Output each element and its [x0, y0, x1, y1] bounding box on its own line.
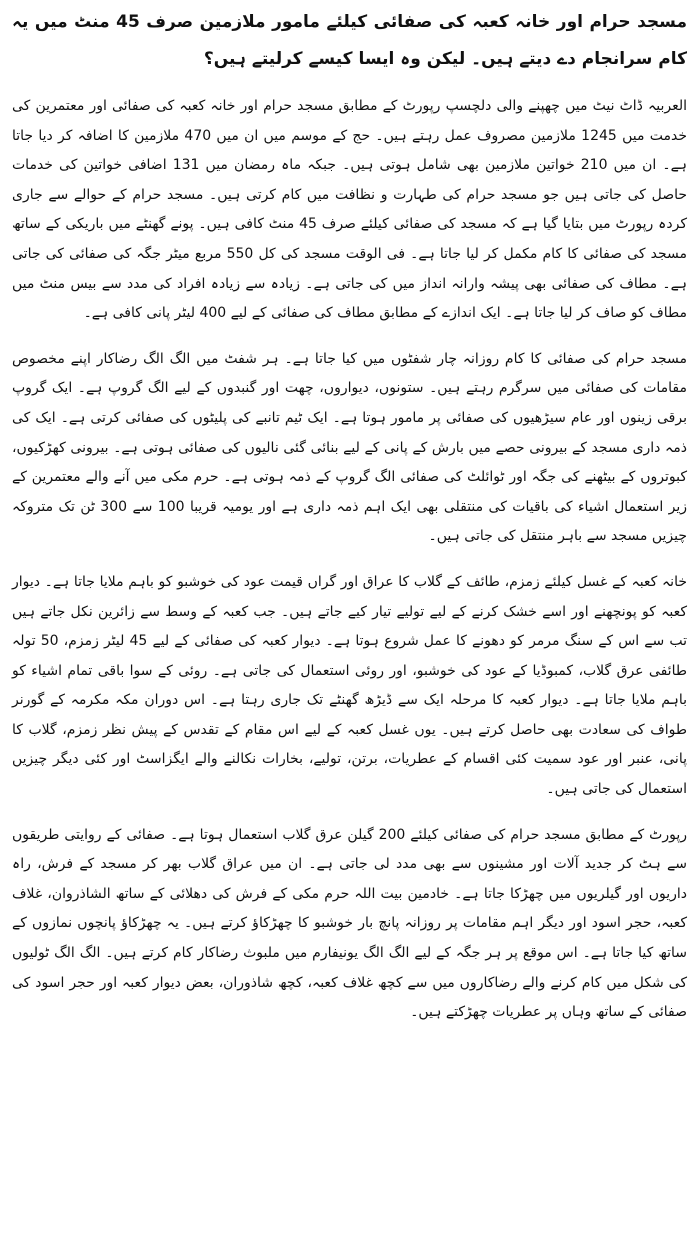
- article-headline: مسجد حرام اور خانہ کعبہ کی صفائی کیلئے مامور ملازمین صرف 45 منٹ میں یہ کام سرانجام دے دیتے ہیں۔ لیکن وہ ایسا کیسے کرلیتے ہیں؟: [12, 12, 687, 69]
- article-paragraph-1: العربیہ ڈاٹ نیٹ میں چھپنے والی دلچسپ رپورٹ کے مطابق مسجد حرام اور خانہ کعبہ کی صفائی اور معتمرین کی خدمت میں 1245 ملازمین مصروف عمل رہتے ہیں۔ حج کے موسم میں ان میں 470 ملازمین کا اضافہ کر دیا جاتا ہے۔ ان میں 210 خواتین ملازمین بھی شامل ہوتی ہیں۔ جبکہ ماہ رمضان میں 131 اضافی خواتین کی خدمات حاصل کی جاتی ہیں جو مسجد حرام کی طہارت و نظافت میں کام کرتی ہیں۔ مسجد حرام کے حوالے سے جاری کردہ رپورٹ میں بتایا گیا ہے کہ مسجد کی صفائی کیلئے صرف 45 منٹ کافی ہیں۔ پونے گھنٹے میں باریکی کے ساتھ مسجد کی صفائی کا کام مکمل کر لیا جاتا ہے۔ فی الوقت مسجد کی کل 550 مربع میٹر جگہ کی صفائی کی جاتی ہے۔ مطاف کی صفائی بھی پیشہ وارانہ انداز میں کی جاتی ہے۔ زیادہ سے زیادہ افراد کی مدد سے بیس منٹ میں مطاف کو صاف کر لیا جاتا ہے۔ ایک اندازے کے مطابق مطاف کی صفائی کے لیے 400 لیٹر پانی کافی ہے۔: [12, 98, 688, 322]
- article-paragraph-3: خانہ کعبہ کے غسل کیلئے زمزم، طائف کے گلاب کا عراق اور گراں قیمت عود کی خوشبو کو باہم ملایا جاتا ہے۔ دیوار کعبہ کو پونچھنے اور اسے خشک کرنے کے لیے تولیے تیار کیے جاتے ہیں۔ جب کعبہ کے وسط سے زائرین نکل جاتے ہیں تب سے اس کے سنگ مرمر کو دھونے کا عمل شروع ہوتا ہے۔ دیوار کعبہ کی صفائی کے لیے 45 لیٹر زمزم، 50 تولہ طائفی عرق گلاب، کمبوڈیا کے عود کی خوشبو، اور روئی استعمال کی جاتی ہے۔ روئی کے سوا باقی تمام اشیاء کو باہم ملایا جاتا ہے۔ دیوار کعبہ کا مرحلہ ایک سے ڈیڑھ گھنٹے تک جاری رہتا ہے۔ اس دوران مکہ مکرمہ کے گورنر طواف کی سعادت بھی حاصل کرتے ہیں۔ یوں غسل کعبہ کے لیے اس مقام کے تقدس کے پیش نظر زمزم، گلاب کا پانی، عنبر اور عود سمیت کئی اقسام کے عطریات، برتن، تولیے، بخارات نکالنے والے ایگزاسٹ اور کئی دیگر چیزیں استعمال کی جاتی ہیں۔: [12, 573, 687, 798]
- article-paragraph-2: مسجد حرام کی صفائی کا کام روزانہ چار شفٹوں میں کیا جاتا ہے۔ ہر شفٹ میں الگ الگ رضاکار اپنے مخصوص مقامات کی صفائی میں سرگرم رہتے ہیں۔ ستونوں، دیواروں، چھت اور گنبدوں کے لیے الگ گروپ ہے۔ ایک گروپ برقی زینوں اور عام سیڑھیوں کی صفائی پر مامور ہوتا ہے۔ ایک ٹیم تانبے کی پلیٹوں کی صفائی کرتی ہے۔ ایک کی ذمہ داری مسجد کے بیرونی حصے میں بارش کے پانی کے لیے بنائی گئی نالیوں کی صفائی ہوتی ہے۔ بیرونی کھڑکیوں، کبوتروں کے بیٹھنے کی جگہ اور ٹوائلٹ کی صفائی الگ گروپ کے ذمہ ہوتی ہے۔ حرم مکی میں آنے والے معتمرین کے زیر استعمال اشیاء کی باقیات کی منتقلی بھی ایک اہم ذمہ داری ہے اور یومیہ قریبا 100 سے 300 ٹن تک متروکہ چیزیں مسجد سے باہر منتقل کی جاتی ہیں۔: [12, 350, 688, 545]
- article-paragraph-4: رپورٹ کے مطابق مسجد حرام کی صفائی کیلئے 200 گیلن عرق گلاب استعمال ہوتا ہے۔ صفائی کے روایتی طریقوں سے ہٹ کر جدید آلات اور مشینوں سے بھی مدد لی جاتی ہے۔ ان میں عراق گلاب بھر کر مسجد کے فرش، راہ داریوں اور گیلریوں میں چھڑکا جاتا ہے۔ خادمین بیت اللہ حرم مکی کے فرش کی دھلائی کے ساتھ الشاذروان، غلاف کعبہ، حجر اسود اور دیگر اہم مقامات پر روزانہ پانچ بار خوشبو کا چھڑکاؤ کرتے ہیں۔ یہ چھڑکاؤ پانچوں نمازوں کے ساتھ کیا جاتا ہے۔ اس موقع پر ہر جگہ کے لیے الگ الگ یونیفارم میں ملبوث رضاکار کام کرتے ہیں۔ الگ الگ ٹولیوں کی شکل میں کام کرنے والے رضاکاروں میں سے کچھ غلاف کعبہ، کچھ شاذوران، بعض دیوار کعبہ اور حجر اسود کی صفائی کے ساتھ وہاں پر عطریات چھڑکتے ہیں۔: [12, 826, 687, 1021]
